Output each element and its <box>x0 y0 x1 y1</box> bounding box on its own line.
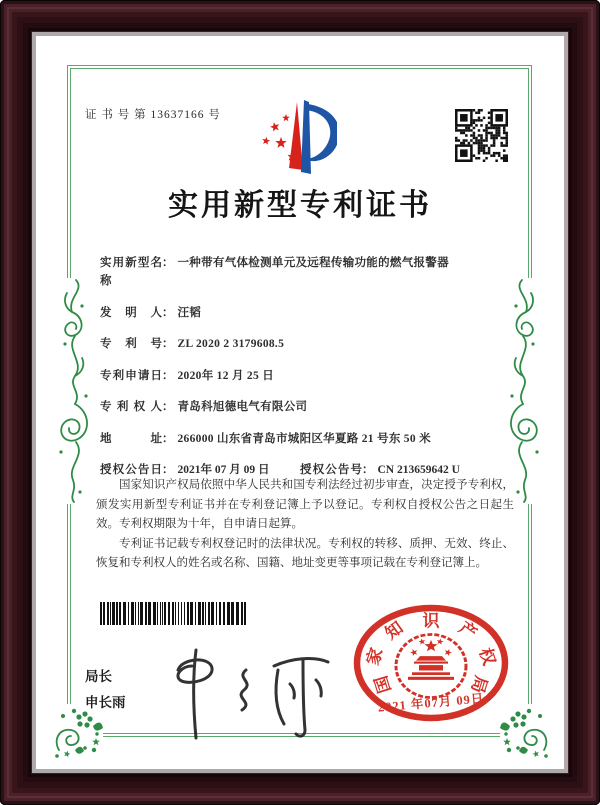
seal-character: 知 <box>381 618 407 644</box>
field-value: 青岛科旭德电气有限公司 <box>177 401 308 413</box>
signer-name: 申长雨 <box>85 695 126 710</box>
seal-character: 家 <box>362 645 387 668</box>
field-row-inventor <box>100 304 514 322</box>
director-signature <box>158 644 340 744</box>
legal-text <box>96 476 514 574</box>
vine-ornament-left <box>53 278 97 504</box>
certificate-number: 证 书 号 第 13637166 号 <box>85 109 221 121</box>
vine-scroll-graphic <box>53 278 97 504</box>
field-label: 专利号 <box>100 338 162 350</box>
legal-paragraph-1: 国家知识产权局依照中华人民共和国专利法经过初步审查，决定授予专利权，颁发实用新型专利证书并在专利登记簿上予以登记。专利权自授权公告之日起生效。专利权期限为十年，自申请日起算。 <box>96 479 514 530</box>
seal-character: 国 <box>371 673 395 696</box>
field-row-patent-no <box>100 335 514 353</box>
cnipa-logo <box>253 96 337 178</box>
field-value: 汪韬 <box>177 306 202 319</box>
barcode <box>100 602 248 625</box>
field-row-name <box>100 254 514 290</box>
logo-red-wedge <box>289 102 303 170</box>
field-value: 2020年 12 月 25 日 <box>177 369 274 382</box>
field-label: 地址 <box>100 432 162 445</box>
seal-character: 局 <box>467 673 491 696</box>
colon: ： <box>162 464 174 476</box>
signer-title: 局长 <box>85 669 112 684</box>
signature-strokes <box>158 644 340 744</box>
field-list <box>100 254 514 493</box>
legal-paragraph-2: 专利证书记载专利权登记时的法律状况。专利权的转移、质押、无效、终止、恢复和专利权人的姓名或名称、国籍、地址变更等事项记载在专利登记簿上。 <box>96 537 514 569</box>
field-row-address <box>100 430 514 448</box>
seal-character: 产 <box>455 618 481 644</box>
certificate-page <box>32 32 568 773</box>
field-value: 一种带有气体检测单元及远程传输功能的燃气报警器 <box>177 257 449 269</box>
field-label: 授权公告号 <box>300 464 362 476</box>
colon: ： <box>162 401 174 413</box>
official-seal <box>350 602 512 726</box>
field-row-patentee <box>100 398 514 416</box>
colon: ： <box>162 257 174 269</box>
field-value: CN 213659642 U <box>377 464 460 476</box>
logo-blue-bar <box>301 100 311 174</box>
cnipa-logo-graphic <box>253 96 337 178</box>
field-row-filing-date <box>100 367 514 385</box>
field-value: ZL 2020 2 3179608.5 <box>177 338 285 350</box>
qr-code <box>455 109 508 162</box>
signer-block <box>85 664 126 716</box>
field-value: 2021年 07 月 09 日 <box>177 464 270 476</box>
field-label: 实用新型名称 <box>100 257 162 287</box>
certificate-title: 实用新型专利证书 <box>168 189 432 222</box>
colon: ： <box>162 306 174 319</box>
field-label: 授权公告日 <box>100 464 162 476</box>
field-label: 发明人 <box>100 306 162 319</box>
colon: ： <box>162 369 174 382</box>
field-label: 专利申请日 <box>100 369 162 382</box>
colon: ： <box>162 432 174 445</box>
seal-character: 识 <box>422 611 440 631</box>
logo-stars <box>262 114 297 161</box>
colon: ： <box>362 464 374 476</box>
colon: ： <box>162 338 174 350</box>
seal-date: 2021 年07月 09日 <box>377 691 485 715</box>
seal-character: 权 <box>475 645 500 668</box>
field-label: 专利权人 <box>100 401 162 413</box>
field-value: 266000 山东省青岛市城阳区华夏路 21 号东 50 米 <box>177 432 431 445</box>
